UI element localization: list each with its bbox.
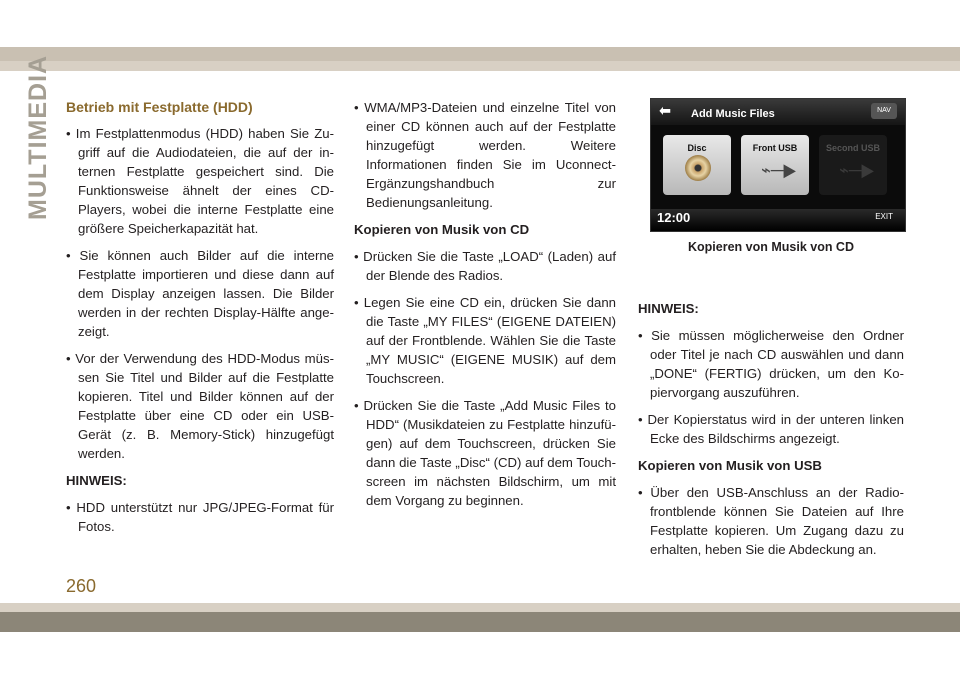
usb-icon: ⌁─▶ — [839, 160, 874, 180]
disc-tile — [663, 135, 731, 195]
note-heading: HINWEIS: — [66, 473, 127, 488]
step-bullet: • Drücken Sie die Taste „LOAD“ (Laden) auf der Blende des Radios. — [354, 247, 616, 285]
subheading: Kopieren von Musik von CD — [354, 222, 530, 237]
top-stripe-light — [0, 61, 960, 71]
disc-tile-label: Disc — [687, 143, 707, 153]
front-usb-tile-label: Front USB — [752, 143, 798, 153]
bottom-stripe-light — [0, 603, 960, 612]
second-usb-tile — [819, 135, 887, 195]
image-caption: Kopieren von Musik von CD — [688, 240, 854, 254]
back-arrow-icon: ⬅ — [659, 103, 672, 120]
cd-disc-icon — [685, 155, 711, 181]
top-stripe — [0, 47, 960, 61]
bottom-stripe — [0, 612, 960, 632]
step-bullet: • Über den USB-Anschluss an der Radiofrontblende können Sie Dateien auf Ihre Festplatte kopieren. Um Zugang dazu zu erhalten, heben Sie die Abdeckung an. — [638, 483, 904, 559]
section-heading: Betrieb mit Festplatte (HDD) — [66, 99, 253, 115]
screen-clock: 12:00 — [657, 210, 691, 225]
bottom-band — [0, 603, 960, 678]
page-number: 260 — [66, 576, 97, 596]
radio-screen-image — [650, 98, 906, 232]
paragraph-bullet: • Im Festplattenmodus (HDD) haben Sie Zugriff auf die Audiodateien, die auf der internen Festplatte gespeichert sind. Die Funktionsweise ähnelt der eines CD-Players, wobei die interne Festplatte eine größere Speicherkapazität hat. — [66, 124, 334, 238]
subheading: Kopieren von Musik von USB — [638, 458, 822, 473]
step-bullet: • Legen Sie eine CD ein, drücken Sie dann die Taste „MY FILES“ (EIGENE DATEIEN) auf der Frontblende. Wählen Sie die Taste „MY MUSIC“ (EIGENE MUSIK) auf dem Touchscreen. — [354, 293, 616, 388]
column-2 — [354, 98, 616, 518]
note-heading: HINWEIS: — [638, 301, 699, 316]
note-bullet: • HDD unterstützt nur JPG/JPEG-Format für Fotos. — [66, 498, 334, 536]
paragraph-bullet: • WMA/MP3-Dateien und einzelne Titel von einer CD können auch auf der Festplatte hinzugefügt werden. Weitere Informationen finden Sie im Uconnect-Ergänzungshandbuch zur Bedienungsanleitung. — [354, 98, 616, 212]
note-bullet: • Der Kopierstatus wird in der unteren linken Ecke des Bildschirms angezeigt. — [638, 410, 904, 448]
nav-badge: NAV — [871, 103, 897, 119]
section-label: MULTIMEDIA — [24, 54, 52, 220]
screen-topbar — [651, 99, 905, 125]
column-3 — [638, 98, 904, 567]
screen-title: Add Music Files — [691, 108, 775, 120]
paragraph-bullet: • Sie können auch Bilder auf die interne Festplatte importieren und diese dann auf dem Display anzeigen lassen. Die Bilder werden in der rechten Display-Hälfte angezeigt. — [66, 246, 334, 341]
front-usb-tile — [741, 135, 809, 195]
note-bullet: • Sie müssen möglicherweise den Ordner oder Titel je nach CD auswählen und dann „DONE“ (FERTIG) drücken, um den Kopiervorgang auszuführen. — [638, 326, 904, 402]
second-usb-tile-label: Second USB — [825, 143, 880, 153]
column-1 — [66, 98, 334, 544]
step-bullet: • Drücken Sie die Taste „Add Music Files to HDD“ (Musikdateien zu Festplatte hinzufügen) auf dem Touchscreen, drücken Sie dann die Taste „Disc“ (CD) auf dem Touchscreen im nächsten Bildschirm, um mit dem Vorgang zu beginnen. — [354, 396, 616, 510]
top-band — [0, 0, 960, 50]
paragraph-bullet: • Vor der Verwendung des HDD-Modus müssen Sie Titel und Bilder auf die Festplatte kopieren. Titel und Bilder können auf der Festplatte über eine CD oder ein USB-Gerät (z. B. Memory-Stick) hinzugefügt werden. — [66, 349, 334, 463]
screen-exit: EXIT — [875, 212, 893, 221]
usb-icon: ⌁─▶ — [761, 160, 796, 180]
